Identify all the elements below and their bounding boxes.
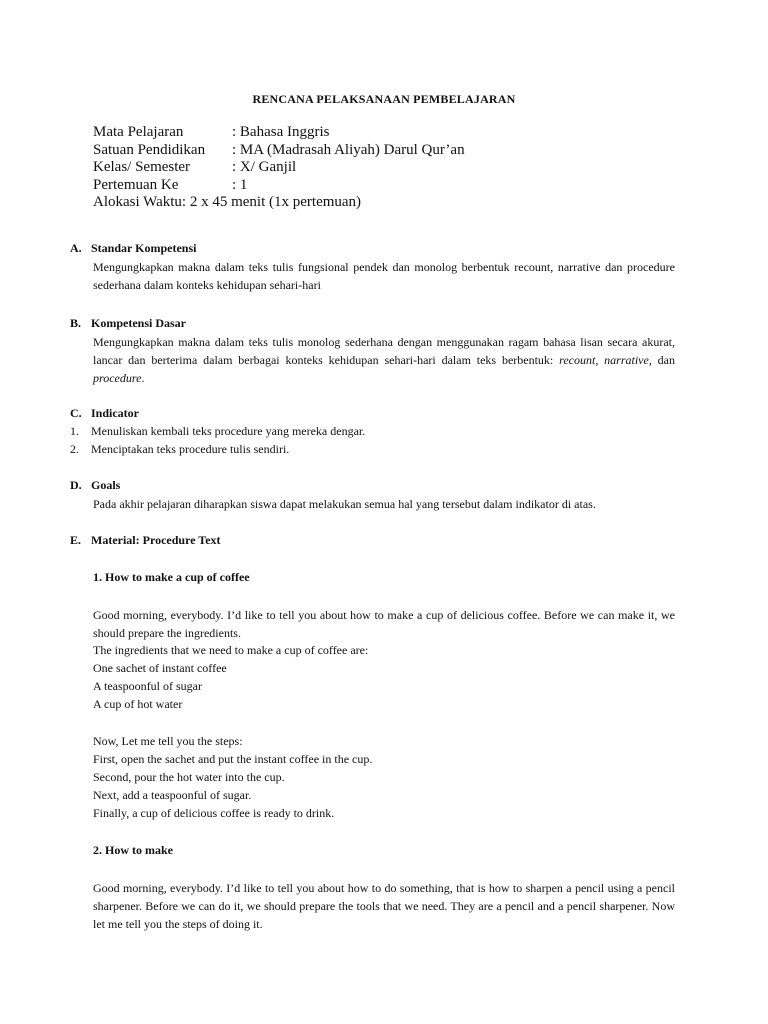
info-value: : X/ Ganjil bbox=[232, 159, 297, 175]
item-number: 1. bbox=[70, 424, 79, 438]
material-1-intro: Good morning, everybody. I’d like to tell you about how to make a cup of delicious coffee. Before we can make it, we should prepare the ingredients. bbox=[93, 608, 675, 640]
section-title: Indicator bbox=[91, 406, 139, 420]
material-1-line: A teaspoonful of sugar bbox=[93, 679, 202, 693]
section-a-heading bbox=[70, 241, 196, 256]
info-row-meeting bbox=[93, 177, 465, 195]
material-subheading-2: 2. How to make bbox=[93, 843, 173, 857]
material-1-line: One sachet of instant coffee bbox=[93, 661, 227, 675]
section-e-heading bbox=[70, 533, 221, 548]
info-label: Kelas/ Semester bbox=[93, 159, 191, 175]
info-label: Mata Pelajaran bbox=[93, 124, 184, 140]
info-row-time bbox=[93, 194, 465, 212]
info-label: Satuan Pendidikan bbox=[93, 141, 206, 158]
section-title: Kompetensi Dasar bbox=[91, 316, 186, 330]
info-value: : MA (Madrasah Aliyah) Darul Qur’an bbox=[232, 141, 465, 158]
info-row-school bbox=[93, 142, 465, 160]
material-1-step: Now, Let me tell you the steps: bbox=[93, 734, 243, 748]
section-b-text-1: Mengungkapkan makna dalam teks tulis monolog sederhana dengan menggunakan ragam bahasa lisan secara akurat, lancar dan berterima dalam berbagai konteks kehidupan sehari-hari dalam teks berbentuk: bbox=[93, 335, 675, 367]
document-title: RENCANA PELAKSANAAN PEMBELAJARAN bbox=[252, 92, 516, 106]
lesson-info bbox=[93, 124, 465, 212]
section-b-italic-2: procedure bbox=[93, 371, 142, 385]
section-d-text: Pada akhir pelajaran diharapkan siswa dapat melakukan semua hal yang tersebut dalam indikator di atas. bbox=[93, 497, 596, 511]
item-text: Menuliskan kembali teks procedure yang mereka dengar. bbox=[91, 424, 366, 438]
indicator-item bbox=[70, 442, 289, 457]
section-b-text-3: . bbox=[141, 371, 145, 385]
section-letter: C. bbox=[70, 406, 82, 420]
section-a-text: Mengungkapkan makna dalam teks tulis fungsional pendek dan monolog berbentuk recount, narrative dan procedure sederhana dalam konteks kehidupan sehari-hari bbox=[93, 260, 675, 292]
info-value: : Bahasa Inggris bbox=[232, 124, 330, 140]
time-allocation: Alokasi Waktu: 2 x 45 menit (1x pertemuan) bbox=[93, 194, 362, 210]
material-1-line: A cup of hot water bbox=[93, 697, 183, 711]
item-number: 2. bbox=[70, 442, 79, 456]
material-1-step: First, open the sachet and put the instant coffee in the cup. bbox=[93, 752, 373, 766]
section-b-text bbox=[93, 333, 675, 387]
section-b-text-2: dan bbox=[657, 353, 675, 367]
material-1-line: The ingredients that we need to make a cup of coffee are: bbox=[93, 643, 369, 657]
material-1-step: Second, pour the hot water into the cup. bbox=[93, 770, 285, 784]
info-value: : 1 bbox=[232, 176, 248, 193]
material-subheading-1: 1. How to make a cup of coffee bbox=[93, 570, 250, 584]
info-row-subject bbox=[93, 124, 465, 142]
section-letter: E. bbox=[70, 533, 82, 547]
item-text: Menciptakan teks procedure tulis sendiri. bbox=[91, 442, 290, 456]
section-b-italic-1: recount, narrative, bbox=[559, 353, 652, 367]
material-2-intro: Good morning, everybody. I’d like to tell you about how to do something, that is how to sharpen a pencil using a pencil sharpener. Before we can do it, we should prepare the tools that we need. They are a pencil and a pencil sharpener. Now let me tell you the steps of doing it. bbox=[93, 881, 675, 931]
info-label: Pertemuan Ke bbox=[93, 176, 179, 193]
material-1-step: Next, add a teaspoonful of sugar. bbox=[93, 788, 252, 802]
section-letter: A. bbox=[70, 241, 82, 255]
section-b-heading bbox=[70, 316, 186, 331]
section-title: Material: Procedure Text bbox=[91, 533, 221, 547]
section-letter: B. bbox=[70, 316, 82, 330]
section-title: Goals bbox=[91, 478, 121, 492]
section-c-heading bbox=[70, 406, 139, 421]
material-1-step: Finally, a cup of delicious coffee is ready to drink. bbox=[93, 806, 335, 820]
info-row-class bbox=[93, 159, 465, 177]
section-letter: D. bbox=[70, 478, 82, 492]
section-d-heading bbox=[70, 478, 120, 493]
section-title: Standar Kompetensi bbox=[91, 241, 197, 255]
indicator-item bbox=[70, 424, 365, 439]
